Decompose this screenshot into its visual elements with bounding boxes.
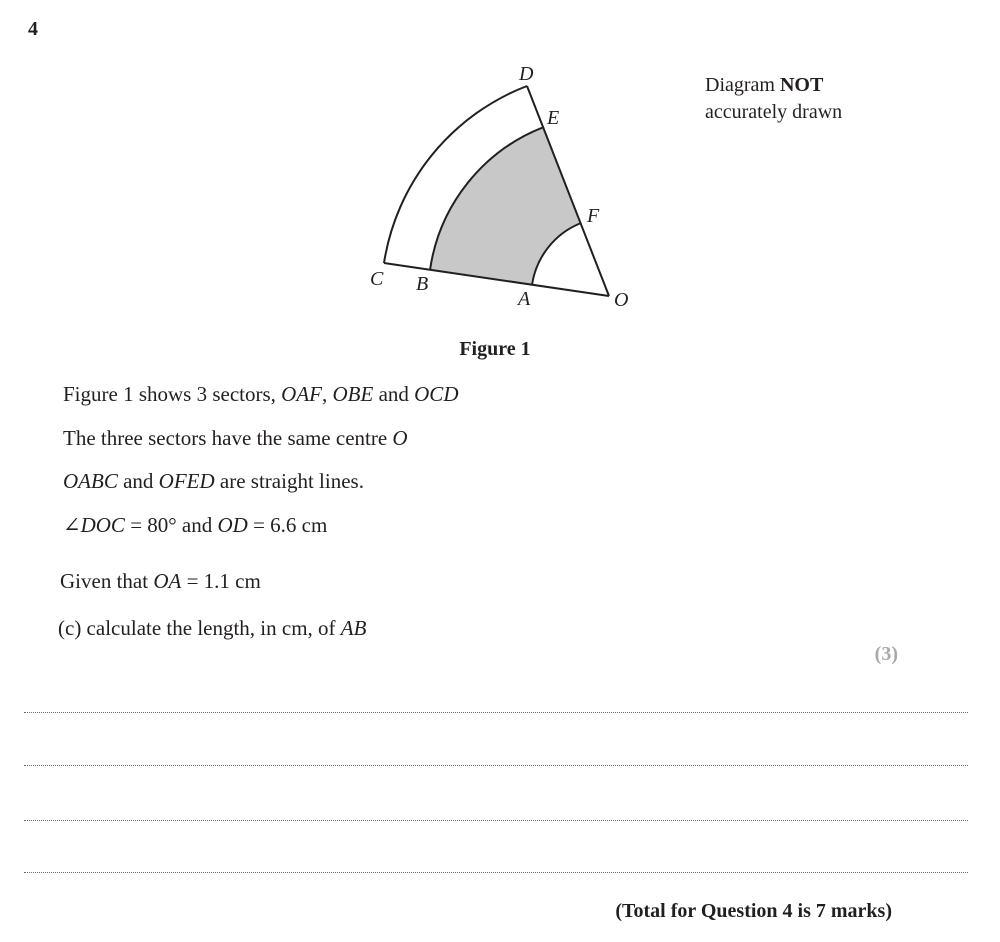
answer-line-4[interactable] <box>24 872 968 873</box>
sector-diagram <box>0 0 1000 360</box>
given-line: Given that OA = 1.1 cm <box>60 569 261 593</box>
text-line-1: Figure 1 shows 3 sectors, OAF, OBE and OCD <box>63 382 459 406</box>
label-a: A <box>518 288 531 310</box>
label-f: F <box>587 205 600 227</box>
text-line-2: The three sectors have the same centre O <box>63 426 408 450</box>
question-number: 4 <box>28 18 38 40</box>
diagram-note-bold: NOT <box>779 74 824 96</box>
text-line-4: ∠DOC = 80° and OD = 6.6 cm <box>63 513 328 537</box>
label-e: E <box>547 107 560 129</box>
diagram-note-line2: accurately drawn <box>705 101 843 123</box>
label-o: O <box>614 289 629 311</box>
diagram-note <box>705 72 842 126</box>
figure-caption: Figure 1 <box>459 338 531 360</box>
label-b: B <box>416 273 429 295</box>
text-line-3: OABC and OFED are straight lines. <box>63 469 364 493</box>
question-part-c: (c) calculate the length, in cm, of AB <box>58 616 367 640</box>
total-marks: (Total for Question 4 is 7 marks) <box>615 900 892 922</box>
label-c: C <box>370 268 384 290</box>
diagram-note-prefix: Diagram <box>705 74 780 96</box>
answer-line-2[interactable] <box>24 765 968 766</box>
label-d: D <box>519 63 534 85</box>
answer-line-3[interactable] <box>24 820 968 821</box>
answer-line-1[interactable] <box>24 712 968 713</box>
marks-label: (3) <box>874 643 898 665</box>
